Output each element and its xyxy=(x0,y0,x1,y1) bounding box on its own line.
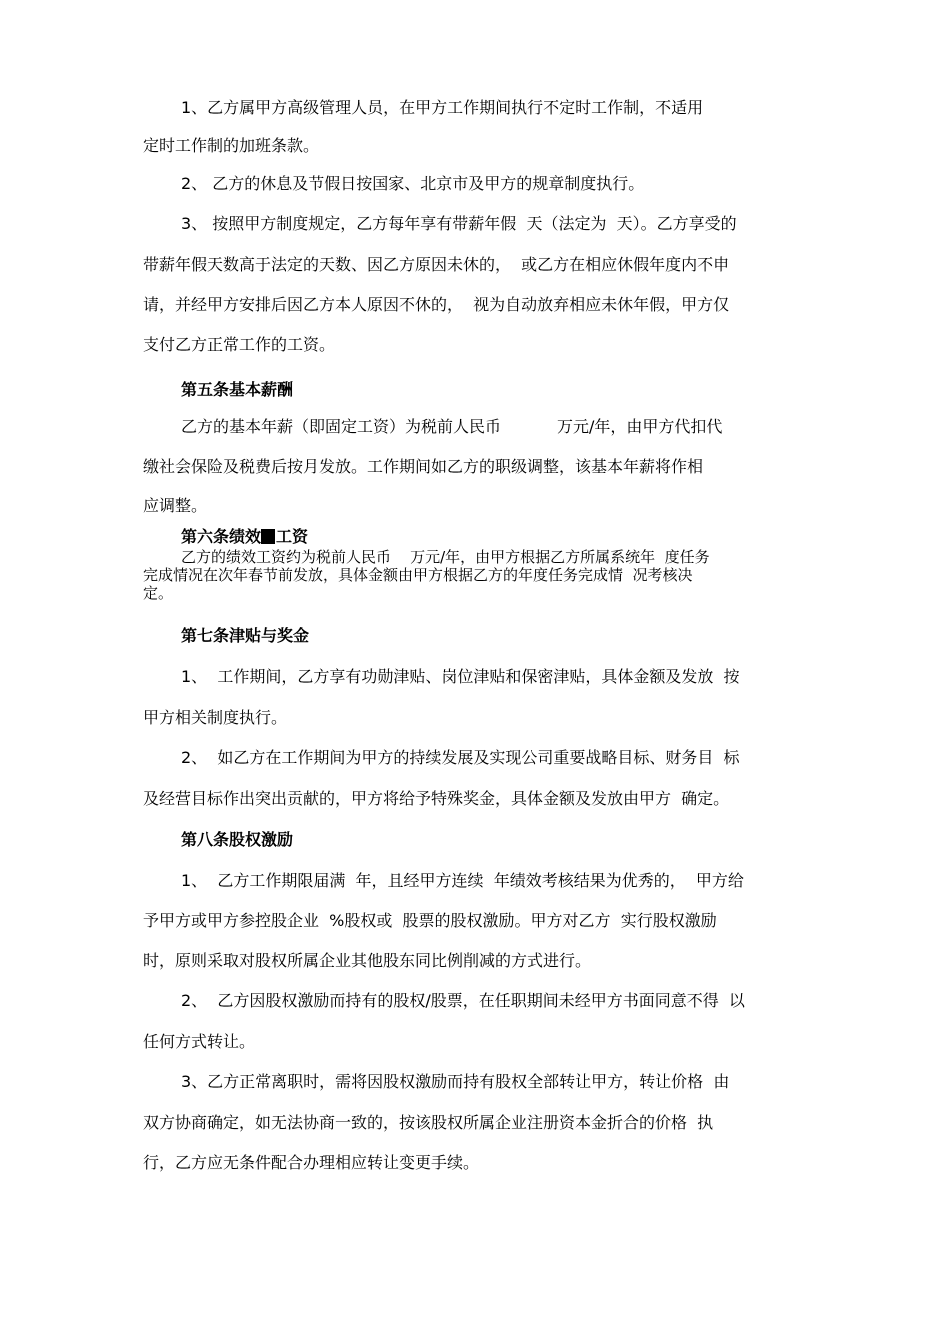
a7-p2-line2: 及经营目标作出突出贡献的，甲方将给予特殊奖金，具体金额及发放由甲方 确定。 xyxy=(143,789,730,808)
a8-p2-line2: 任何方式转让。 xyxy=(143,1032,256,1051)
a8-p1-line2: 予甲方或甲方参控股企业 %股权或 股票的股权激励。甲方对乙方 实行股权激励 xyxy=(143,911,717,930)
article8-title: 第八条股权激励 xyxy=(181,830,294,849)
a5-line3: 应调整。 xyxy=(143,496,208,515)
a6-line2: 完成情况在次年春节前发放，具体金额由甲方根据乙方的年度任务完成情 况考核决 xyxy=(143,566,693,584)
a4-p1-line1: 1、乙方属甲方高级管理人员，在甲方工作期间执行不定时工作制，不适用 xyxy=(181,98,704,117)
a8-p1-line1: 1、 乙方工作期限届满 年，且经甲方连续 年绩效考核结果为优秀的， 甲方给 xyxy=(181,871,744,890)
article7-title: 第七条津贴与奖金 xyxy=(181,626,310,645)
article5-title: 第五条基本薪酬 xyxy=(181,380,294,399)
a8-p2-line1: 2、 乙方因股权激励而持有的股权/股票，在任职期间未经甲方书面同意不得 以 xyxy=(181,991,745,1010)
a8-p3-line1: 3、乙方正常离职时，需将因股权激励而持有股权全部转让甲方，转让价格 由 xyxy=(181,1072,730,1091)
a7-p1-line1: 1、 工作期间，乙方享有功勋津贴、岗位津贴和保密津贴，具体金额及发放 按 xyxy=(181,667,740,686)
a4-p3-line2: 带薪年假天数高于法定的天数、因乙方原因未休的， 或乙方在相应休假年度内不申 xyxy=(143,255,730,274)
a7-p2-line1: 2、 如乙方在工作期间为甲方的持续发展及实现公司重要战略目标、财务目 标 xyxy=(181,748,740,767)
a4-p1-line2: 定时工作制的加班条款。 xyxy=(143,136,320,155)
a6-line3: 定。 xyxy=(143,584,174,602)
a6-title-b: 工资 xyxy=(276,527,309,546)
a7-p1-line2: 甲方相关制度执行。 xyxy=(143,708,288,727)
a4-p3-line4: 支付乙方正常工作的工资。 xyxy=(143,335,336,354)
a8-p1-line3: 时，原则采取对股权所属企业其他股东同比例削减的方式进行。 xyxy=(143,951,592,970)
a4-p3-line1: 3、 按照甲方制度规定，乙方每年享有带薪年假 天（法定为 天）。乙方享受的 xyxy=(181,214,737,233)
a8-p3-line3: 行，乙方应无条件配合办理相应转让变更手续。 xyxy=(143,1153,480,1172)
a8-p3-line2: 双方协商确定，如无法协商一致的，按该股权所属企业注册资本金折合的价格 执 xyxy=(143,1113,714,1132)
redaction-block xyxy=(261,529,275,544)
a5-line2: 缴社会保险及税费后按月发放。工作期间如乙方的职级调整，该基本年薪将作相 xyxy=(143,457,704,476)
a4-p2: 2、 乙方的休息及节假日按国家、北京市及甲方的规章制度执行。 xyxy=(181,174,645,193)
a6-title-a: 第六条绩效 xyxy=(181,527,262,546)
a5-line1: 乙方的基本年薪（即固定工资）为税前人民币 万元/年，由甲方代扣代 xyxy=(181,417,723,436)
article6-title xyxy=(181,527,308,547)
a4-p3-line3: 请，并经甲方安排后因乙方本人原因不休的， 视为自动放弃相应未休年假，甲方仅 xyxy=(143,295,730,314)
a6-line1: 乙方的绩效工资约为税前人民币 万元/年，由甲方根据乙方所属系统年 度任务 xyxy=(181,548,710,566)
